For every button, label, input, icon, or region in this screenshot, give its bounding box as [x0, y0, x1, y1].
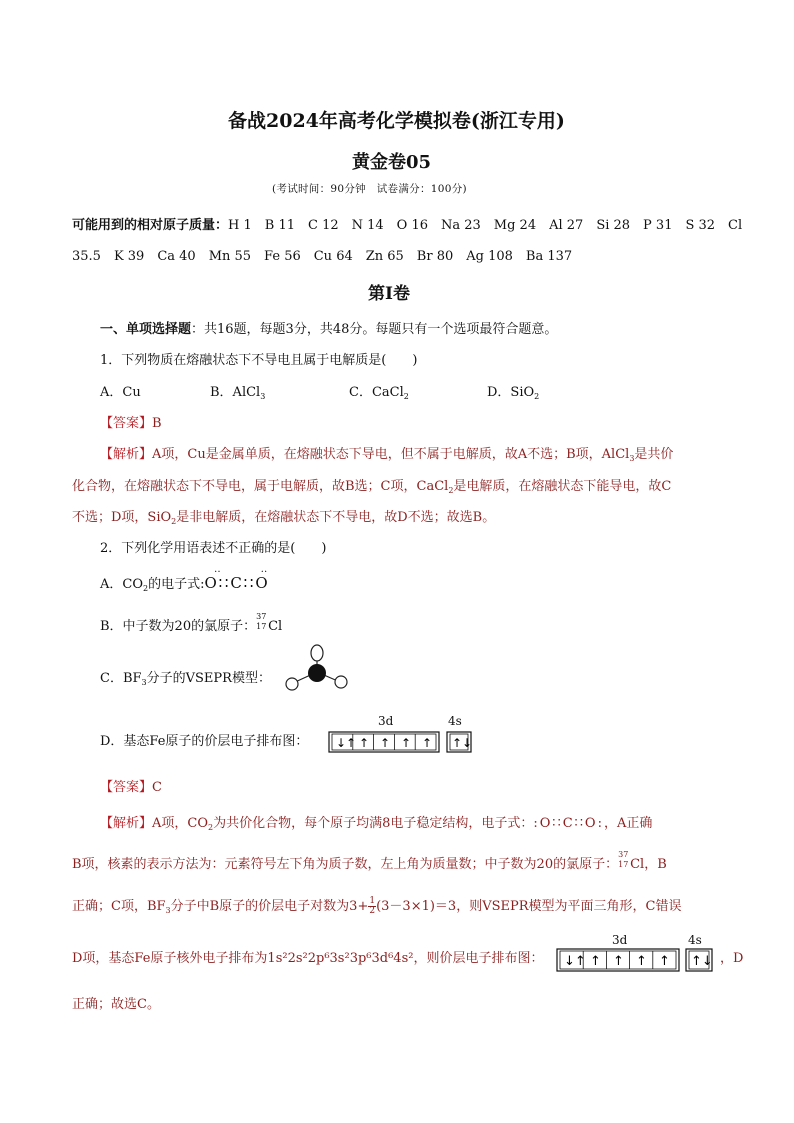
svg-text:↑: ↑ — [659, 954, 670, 969]
q1-analysis-line2 — [72, 475, 671, 495]
q2-orbital-4s-label: 4s — [448, 714, 462, 728]
q2-analysis-line4-tail: ，D — [720, 951, 744, 966]
vsepr-model-diagram — [282, 644, 352, 694]
q2-answer-label: 【答案】 — [100, 780, 153, 795]
q2-option-b — [100, 612, 283, 634]
q2-analysis-line2 — [72, 850, 667, 872]
svg-text:↑: ↑ — [401, 736, 412, 750]
q1-analysis-line1 — [100, 443, 673, 463]
q1-option-b — [210, 381, 265, 401]
q1-analysis-l2-sub: 2 — [448, 486, 454, 495]
isotope-mass-number: 37 — [256, 612, 267, 621]
q2-analysis-orbital-4s-label: 4s — [688, 933, 702, 947]
svg-text:↓↑: ↓↑ — [336, 736, 357, 750]
q2-option-c — [100, 667, 271, 687]
q1-option-b-text: B．AlCl — [210, 385, 261, 400]
q1-answer-value: B — [152, 416, 162, 431]
q2-option-a-formula: O∷C∷O — [204, 574, 270, 592]
atomic-masses-line1 — [72, 214, 742, 233]
fraction-numerator: 1 — [369, 896, 376, 906]
svg-text:↓↑: ↓↑ — [564, 954, 586, 969]
q2-analysis-l3b: 分子中B原子的价层电子对数为3+ — [170, 899, 369, 914]
q1-analysis-line3 — [72, 506, 495, 526]
q2-orbital-diagram — [328, 731, 478, 755]
q1-option-d-sub: 2 — [534, 392, 540, 401]
isotope-atomic-number: 17 — [256, 622, 267, 631]
q2-answer-value: C — [152, 780, 162, 795]
document-subtitle: 黄金卷05 — [352, 152, 432, 173]
q2-analysis-fraction — [368, 897, 376, 916]
q2-analysis-l1b: 为共价化合物，每个原子均满8电子稳定结构，电子式： — [213, 816, 534, 831]
svg-text:↑: ↑ — [380, 736, 391, 750]
q1-option-c — [349, 381, 409, 401]
q1-option-c-sub: 2 — [403, 392, 409, 401]
q2-analysis-l1-sub: 2 — [208, 823, 214, 832]
q1-analysis-l2a: 化合物，在熔融状态下不导电，属于电解质，故B选；C项，CaCl — [72, 479, 449, 494]
q2-analysis-l3a: 正确；C项，BF — [72, 899, 166, 914]
q1-answer-label: 【答案】 — [100, 416, 153, 431]
q1-option-d-text: D．SiO — [487, 385, 535, 400]
atomic-masses-values-1: H 1 B 11 C 12 N 14 O 16 Na 23 Mg 24 Al 27 Si 28 P 31 S 32 Cl — [228, 218, 743, 233]
section-title: 第Ⅰ卷 — [368, 284, 410, 304]
analysis-isotope-mass: 37 — [618, 850, 629, 859]
q1-option-d — [487, 381, 539, 401]
svg-text:↑: ↑ — [422, 736, 433, 750]
svg-text:↑↓: ↑↓ — [691, 954, 713, 969]
analysis-isotope-number: 17 — [618, 860, 629, 869]
lone-pair-lobe — [311, 645, 323, 661]
q2-analysis-label: 【解析】 — [100, 816, 153, 831]
analysis-isotope-symbol: Cl — [630, 857, 645, 872]
atomic-masses-label: 可能用到的相对原子质量： — [72, 218, 229, 233]
f-atom-right — [335, 676, 347, 688]
section-heading-label: 一、单项选择题 — [100, 322, 192, 337]
q2-analysis-line3 — [72, 895, 681, 916]
q1-option-b-sub: 3 — [260, 392, 266, 401]
q2-analysis-l4a: D项，基态Fe原子核外电子排布为1s²2s²2p⁶3s²3p⁶3d⁶4s²，则价层电子排布图： — [72, 951, 544, 966]
isotope-symbol: Cl — [268, 619, 283, 634]
q1-analysis-l2b: 是电解质，在熔融状态下能导电，故C — [453, 479, 672, 494]
svg-text:↑: ↑ — [590, 954, 601, 969]
q2-option-c-pre: C．BF — [100, 671, 142, 686]
q2-option-a — [100, 573, 270, 593]
q2-analysis-orbital-diagram — [556, 948, 716, 974]
q1-option-c-text: C．CaCl — [349, 385, 404, 400]
q2-analysis-l1-formula: :O∷C∷O: — [533, 816, 604, 831]
section-heading-rest: ：共16题，每题3分，共48分。每题只有一个选项最符合题意。 — [191, 322, 558, 337]
q2-analysis-line1 — [100, 812, 652, 832]
q2-option-c-sub: 3 — [141, 678, 147, 687]
q1-analysis-l1b: 是共价 — [634, 447, 674, 462]
q2-option-b-text: B．中子数为20的氯原子： — [100, 619, 257, 634]
q2-analysis-isotope — [618, 850, 630, 869]
q2-analysis-orbital-3d-label: 3d — [612, 933, 628, 947]
q2-analysis-l1a: A项，CO — [152, 816, 209, 831]
q2-analysis-l2a: B项，核素的表示方法为：元素符号左下角为质子数，左上角为质量数；中子数为20的氯原子： — [72, 857, 619, 872]
q2-stem: 2．下列化学用语表述不正确的是( ) — [100, 541, 327, 556]
q2-analysis-l3c: (3－3×1)＝3，则VSEPR模型为平面三角形，C错误 — [376, 899, 682, 914]
section-heading — [100, 318, 557, 337]
q1-analysis-label: 【解析】 — [100, 447, 153, 462]
q2-option-b-isotope — [256, 612, 268, 631]
f-atom-left — [286, 678, 298, 690]
svg-text:↑↓: ↑↓ — [452, 736, 473, 750]
q2-analysis-l1c: ，A正确 — [603, 816, 653, 831]
q1-answer — [100, 412, 162, 431]
q1-analysis-l3a: 不选；D项，SiO — [72, 510, 172, 525]
q2-option-a-post: 的电子式: — [148, 577, 205, 592]
q2-answer — [100, 776, 162, 795]
fraction-denominator: 2 — [369, 906, 376, 916]
b-atom-center — [308, 664, 326, 682]
q1-analysis-l3b: 是非电解质，在熔融状态下不导电，故D不选；故选B。 — [176, 510, 496, 525]
exam-info: (考试时间：90分钟 试卷满分：100分) — [272, 183, 467, 195]
atomic-masses-line2: 35.5 K 39 Ca 40 Mn 55 Fe 56 Cu 64 Zn 65 Br 80 Ag 108 Ba 137 — [72, 249, 573, 264]
q1-analysis-l1a: A项，Cu是金属单质，在熔融状态下导电，但不属于电解质，故A不选；B项，AlCl — [152, 447, 630, 462]
q2-option-d: D．基态Fe原子的价层电子排布图： — [100, 734, 309, 749]
svg-text:↑: ↑ — [613, 954, 624, 969]
q2-orbital-3d-label: 3d — [378, 714, 394, 728]
q2-analysis-l3-sub: 3 — [165, 906, 171, 915]
q2-analysis-line5: 正确；故选C。 — [72, 997, 160, 1012]
q2-option-c-post: 分子的VSEPR模型： — [146, 671, 271, 686]
q1-analysis-l1-sub: 3 — [629, 454, 635, 463]
q1-stem: 1．下列物质在熔融状态下不导电且属于电解质是( ) — [100, 353, 418, 368]
q2-analysis-l2b: ，B — [644, 857, 667, 872]
q2-option-a-lone-pairs: ‥‥ — [214, 564, 308, 575]
document-title: 备战2024年高考化学模拟卷(浙江专用) — [228, 110, 565, 132]
svg-text:↑: ↑ — [359, 736, 370, 750]
q2-option-a-pre: A．CO — [100, 577, 143, 592]
q1-option-a: A．Cu — [100, 385, 141, 400]
q1-analysis-l3-sub: 2 — [171, 517, 177, 526]
q2-analysis-line4 — [72, 947, 543, 966]
svg-text:↑: ↑ — [636, 954, 647, 969]
q2-option-a-sub: 2 — [143, 584, 149, 593]
